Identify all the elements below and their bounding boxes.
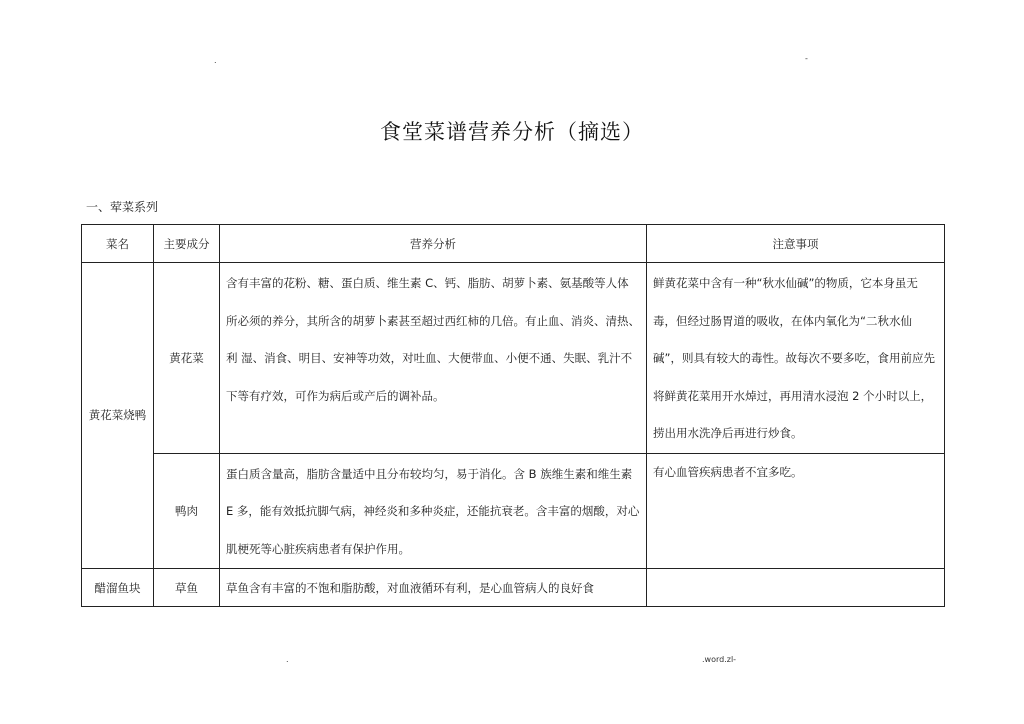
ingredient-cell: 草鱼 — [154, 569, 220, 607]
footer-source-text: .word.zl- — [702, 655, 737, 664]
header-ingredient: 主要成分 — [154, 225, 220, 263]
header-notes: 注意事项 — [647, 225, 945, 263]
table-row — [82, 263, 945, 454]
dish-name-cell: 黄花菜烧鸭 — [82, 263, 154, 569]
ingredient-cell: 黄花菜 — [154, 263, 220, 454]
notes-cell: 鲜黄花菜中含有一种“秋水仙碱”的物质，它本身虽无毒，但经过肠胃道的吸收，在体内氧化为“二秋水仙碱”，则具有较大的毒性。故每次不要多吃，食用前应先将鲜黄花菜用开水焯过，再用清水浸泡 2 个小时以上，捞出用水洗净后再进行炒食。 — [647, 263, 945, 454]
dish-name-cell: 醋溜鱼块 — [82, 569, 154, 607]
nutrition-table — [81, 224, 945, 607]
analysis-cell: 含有丰富的花粉、糖、蛋白质、维生素 C、钙、脂肪、胡萝卜素、氨基酸等人体所必须的养分，其所含的胡萝卜素甚至超过西红柿的几倍。有止血、消炎、清热、利 湿、消食、明目、安神等功效，对吐血、大便带血、小便不通、失眠、乳汁不下等有疗效，可作为病后或产后的调补品。 — [220, 263, 647, 454]
table-row — [82, 569, 945, 607]
analysis-cell: 蛋白质含量高，脂肪含量适中且分布较均匀，易于消化。含 B 族维生素和维生素 E 多，能有效抵抗脚气病，神经炎和多种炎症，还能抗衰老。含丰富的烟酸，对心肌梗死等心脏疾病患者有保护作用。 — [220, 453, 647, 569]
header-nutrition-analysis: 营养分析 — [220, 225, 647, 263]
notes-cell — [647, 569, 945, 607]
section-heading: 一、荤菜系列 — [86, 200, 159, 214]
page-title: 食堂菜谱营养分析（摘选） — [380, 120, 644, 144]
notes-cell: 有心血管疾病患者不宜多吃。 — [647, 453, 945, 569]
analysis-cell: 草鱼含有丰富的不饱和脂肪酸，对血液循环有利，是心血管病人的良好食 — [220, 569, 647, 607]
table-header-row — [82, 225, 945, 263]
table-row — [82, 453, 945, 569]
header-dish-name: 菜名 — [82, 225, 154, 263]
header-right-mark: - — [805, 54, 808, 63]
header-left-mark: . — [214, 56, 217, 65]
ingredient-cell: 鸭肉 — [154, 453, 220, 569]
footer-left-mark: . — [286, 655, 289, 664]
